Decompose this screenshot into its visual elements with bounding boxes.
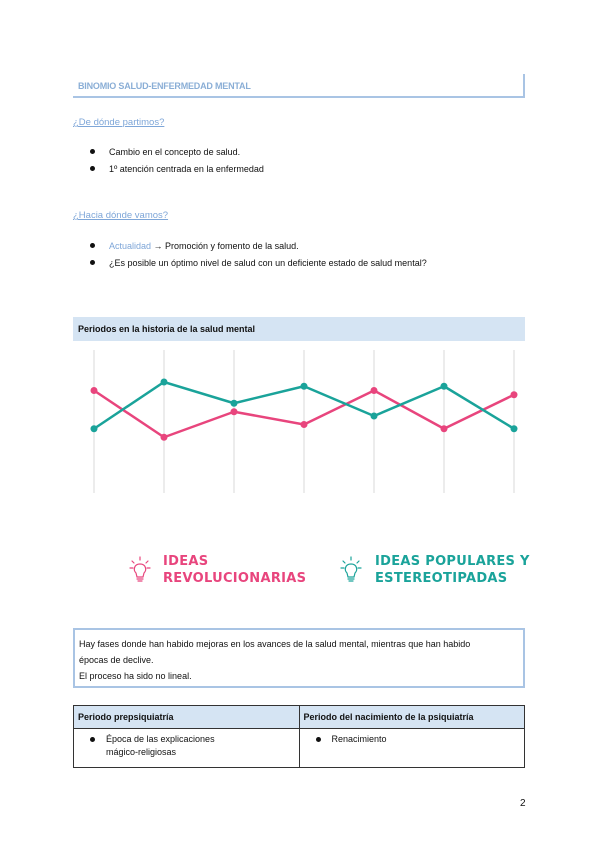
- lightbulb-icon: [340, 556, 362, 584]
- legend-populares: [375, 553, 530, 587]
- note-line: épocas de declive.: [79, 655, 154, 665]
- table-header: Periodo prepsiquiatría: [74, 706, 300, 729]
- periods-table: [73, 705, 525, 768]
- data-point: [441, 383, 448, 390]
- cell-text: mágico-religiosas: [106, 747, 177, 757]
- note-line: El proceso ha sido no lineal.: [79, 671, 192, 681]
- legend-label: REVOLUCIONARIAS: [163, 571, 307, 586]
- data-point: [441, 425, 448, 432]
- table-header: Periodo del nacimiento de la psiquiatría: [299, 706, 525, 729]
- data-point: [511, 391, 518, 398]
- periods-banner: Periodos en la historia de la salud mental: [73, 317, 525, 341]
- header-title: BINOMIO SALUD-ENFERMEDAD MENTAL: [78, 81, 251, 91]
- legend-revolucionarias: [163, 553, 306, 587]
- list-item: [90, 257, 427, 274]
- bullet-text: → Promoción y fomento de la salud.: [151, 241, 299, 251]
- data-point: [301, 421, 308, 428]
- data-point: [161, 379, 168, 386]
- cell-text: Renacimiento: [331, 734, 387, 744]
- history-line-chart: [73, 345, 525, 495]
- legend-label: IDEAS: [163, 554, 209, 569]
- cell-text: Época de las explicaciones: [106, 734, 215, 744]
- start-bullets: [90, 146, 264, 180]
- heading-future[interactable]: ¿Hacia dónde vamos?: [73, 210, 169, 221]
- heading-start[interactable]: ¿De dónde partimos?: [73, 117, 165, 128]
- note-line: Hay fases donde han habido mejoras en los avances de la salud mental, mientras que han habido: [79, 639, 471, 649]
- table-header-row: [74, 706, 525, 729]
- data-point: [301, 383, 308, 390]
- table-cell: [299, 729, 525, 768]
- data-point: [231, 408, 238, 415]
- lightbulb-icon: [129, 556, 151, 584]
- list-item: [78, 733, 295, 759]
- list-item: [304, 733, 521, 746]
- data-point: [161, 434, 168, 441]
- data-point: [91, 425, 98, 432]
- table-row: [74, 729, 525, 768]
- note-box: [73, 628, 525, 688]
- data-point: [371, 387, 378, 394]
- bullet-text: ¿Es posible un óptimo nivel de salud con un deficiente estado de salud mental?: [109, 258, 427, 268]
- page-number: 2: [520, 798, 526, 809]
- data-point: [371, 413, 378, 420]
- legend-label: IDEAS POPULARES Y: [375, 554, 530, 569]
- list-item: Cambio en el concepto de salud.: [90, 146, 264, 163]
- data-point: [511, 425, 518, 432]
- legend-label: ESTEREOTIPADAS: [375, 571, 508, 586]
- future-bullets: [90, 240, 427, 274]
- data-point: [91, 387, 98, 394]
- list-item: [90, 240, 427, 257]
- list-item: 1º atención centrada en la enfermedad: [90, 163, 264, 180]
- highlight-text: Actualidad: [109, 241, 152, 251]
- table-cell: [74, 729, 300, 768]
- data-point: [231, 400, 238, 407]
